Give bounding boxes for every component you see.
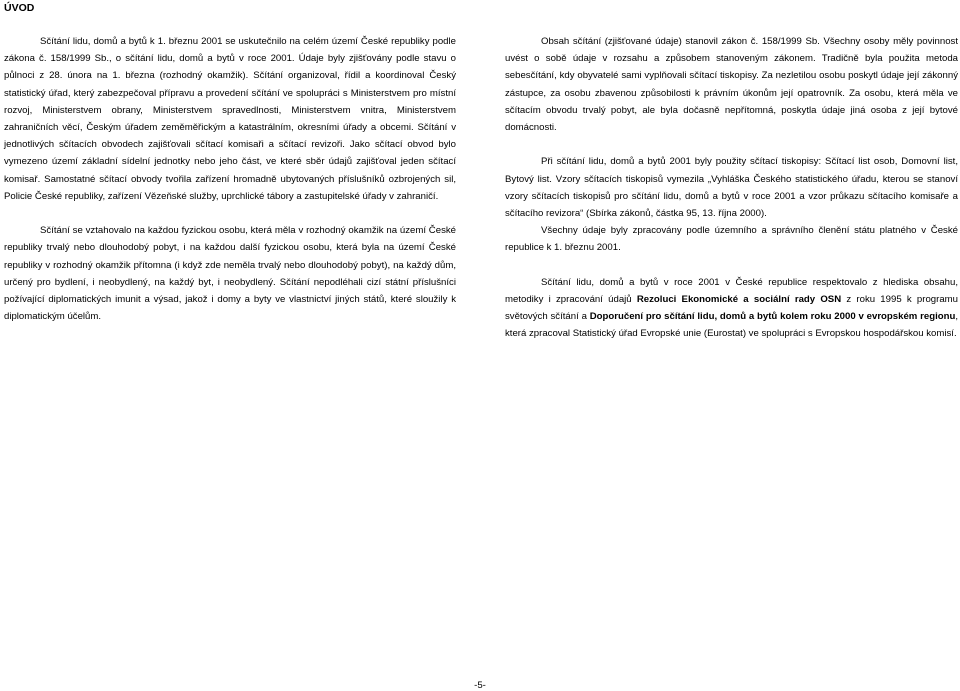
paragraph: Všechny údaje byly zpracovány podle územního a správního členění státu platného v České republice k 1. březnu 2001.	[505, 225, 958, 254]
paragraph: Sčítání se vztahovalo na každou fyzickou osobu, která měla v rozhodný okamžik na území České republiky trvalý nebo dlouhodobý pobyt, i na každou další fyzickou osobu, která byla na území České republiky v rozhodný okamžik přítomna (i když zde neměla trvalý nebo dlouhodobý pobyt), na každý dům, určený pro bydlení, i neobydlený, na každý byt, i neobydlený. Sčítání nepodléhali cizí státní příslušníci požívající diplomatických imunit a výsad, jakož i domy a byty ve vlastnictví jiných států, které sloužily k diplomatickým účelům.	[4, 225, 456, 323]
paragraph: Obsah sčítání (zjišťované údaje) stanovil zákon č. 158/1999 Sb. Všechny osoby měly povinnost uvést o sobě údaje v rozsahu a způsobem stanoveným zákonem. Tradičně byla použita metoda sebesčítání, kdy obyvatelé sami vyplňovali sčítací tiskopisy. Za nezletilou osobu poskytl údaje její zákonný zástupce, za osobu zbavenou způsobilosti k právním úkonům její opatrovník. Za osobu, která měla ve sčítacím obvodu trvalý pobyt, ale byla dočasně nepřítomná, poskytla údaje jiná osoba z její bytové domácnosti.	[505, 36, 958, 134]
left-column	[4, 33, 456, 325]
text-run: z roku 1995 k programu světových sčítání a	[505, 294, 958, 323]
text-run: , která zpracoval Statistický úřad Evropské unie (Eurostat) ve spolupráci s Evropskou hospodářskou komisí.	[505, 311, 958, 340]
bold-text-run: Rezoluci Ekonomické a sociální rady OSN	[636, 294, 842, 306]
right-column	[505, 33, 958, 343]
bold-text-run: Doporučení pro sčítání lidu, domů a bytů kolem roku 2000 v evropském regionu	[589, 311, 956, 323]
paragraph: Sčítání lidu, domů a bytů k 1. březnu 2001 se uskutečnilo na celém území České republiky podle zákona č. 158/1999 Sb., o sčítání lidu, domů a bytů v roce 2001. Údaje byly zjišťovány podle stavu o půlnoci z 28. února na 1. března (rozhodný okamžik). Sčítání organizoval, řídil a koordinoval Český statistický úřad, který zabezpečoval přípravu a provedení sčítání ve spolupráci s Ministerstvem pro místní rozvoj, Ministerstvem obrany, Ministerstvem spravedlnosti, Ministerstvem vnitra, Ministerstvem zahraničních věcí, Českým úřadem zeměměřickým a katastrálním, okresními úřady a obcemi. Sčítání v jednotlivých sčítacích obvodech zajišťovali sčítací komisaři a sčítací revizoři. Jako sčítací obvod bylo vymezeno území základní sídelní jednotky nebo jeho část, ve které sběr údajů zajišťoval jeden sčítací komisař. Samostatné sčítací obvody tvořila zařízení hromadně ubytovaných příslušníků ozbrojených sil, Policie České republiky, zařízení Vězeňské služby, uprchlické tábory a zastupitelské úřady v zahraničí.	[4, 36, 456, 202]
page-number: -5-	[474, 680, 486, 691]
paragraph: Při sčítání lidu, domů a bytů 2001 byly použity sčítací tiskopisy: Sčítací list osob, Domovní list, Bytový list. Vzory sčítacích tiskopisů vymezila „Vyhláška Českého statistického úřadu, kterou se stanoví vzory sčítacích tiskopisů pro sčítání lidu, domů a bytů v roce 2001 a vzor průkazu sčítacího komisaře a sčítacího revizora“ (Sbírka zákonů, částka 95, 13. října 2000).	[505, 156, 958, 220]
page-heading: ÚVOD	[4, 2, 35, 14]
text-run: Sčítání lidu, domů a bytů v roce 2001 v České republice respektovalo z hlediska obsahu, metodiky i zpracování údajů	[505, 276, 958, 306]
paragraph	[505, 274, 958, 343]
